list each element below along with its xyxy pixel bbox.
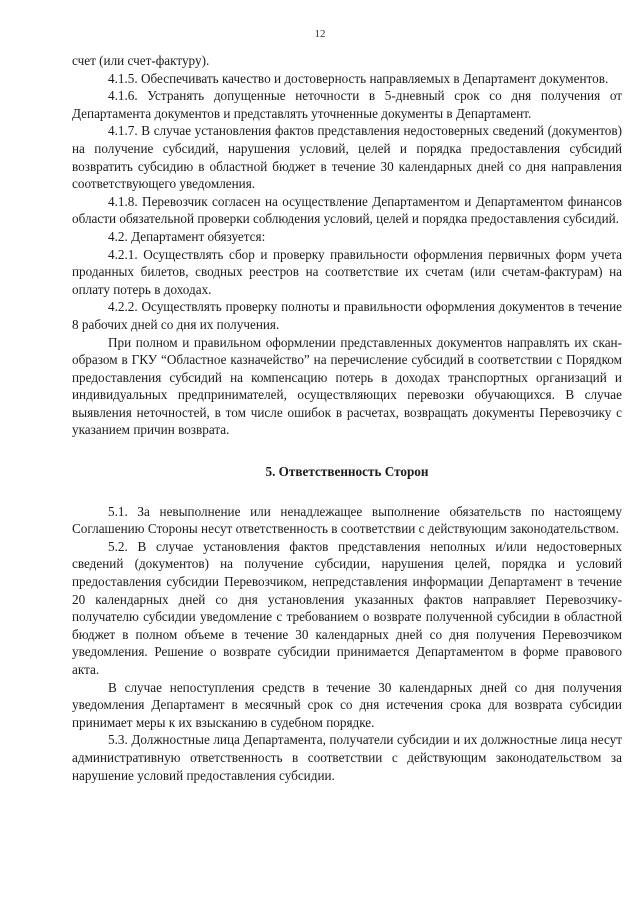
paragraph-4-2-2-continued: При полном и правильном оформлении представленных документов направлять их скан-образом в ГКУ “Областное казначейство” на перечисление субсидий в соответствии с Порядком предоставления субсидий на компенсацию потерь в доходах транспортных организаций и индивидуальных предпринимателей, осуществляющих перевозки обучающихся. В случае выявления неточностей, в том числе ошибок в расчетах, возвращать документы Перевозчику с указанием причин возврата. xyxy=(72,334,622,438)
paragraph-4-1-5: 4.1.5. Обеспечивать качество и достоверность направляемых в Департамент документов. xyxy=(108,70,609,86)
page-number: 12 xyxy=(314,28,326,40)
paragraph-4-1-4-end: счет (или счет-фактуру). xyxy=(72,53,210,68)
paragraph-5-1: 5.1. За невыполнение или ненадлежащее выполнение обязательств по настоящему Соглашению Стороны несут ответственность в соответствии с действующим законодательством. xyxy=(72,503,622,537)
paragraph-4-1-7: 4.1.7. В случае установления фактов представления недостоверных сведений (документов) на получение субсидий, нарушения условий, целей и порядка предоставления субсидий возвратить субсидию в областной бюджет в течение 30 календарных дней со дня направления соответствующего уведомления. xyxy=(72,123,622,192)
section-5-heading: 5. Ответственность Сторон xyxy=(265,464,429,480)
paragraph-4-2-2: 4.2.2. Осуществлять проверку полноты и правильности оформления документов в течение 8 рабочих дней со дня их получения. xyxy=(72,299,622,332)
paragraph-5-2: 5.2. В случае установления фактов представления неполных и/или недостоверных сведений (документов) на получение субсидии, нарушения целей, порядка и условий предоставления субсидии Перевозчиком, непредставления информации Департамент в течение 20 календарных дней со дня установления указанных фактов направляет Перевозчику-получателю субсидии уведомление с требованием о возврате полученной субсидии в областной бюджет в полном объеме в течение 30 календарных дней со дня получения Перевозчиком уведомления. Решение о возврате субсидии принимается Департаментом в форме правового акта. xyxy=(72,538,622,677)
paragraph-4-2: 4.2. Департамент обязуется: xyxy=(108,228,266,244)
paragraph-4-1-6: 4.1.6. Устранять допущенные неточности в 5-дневный срок со дня получения от Департамента документов и представлять уточненные документы в Департамент. xyxy=(72,88,622,121)
paragraph-4-1-8: 4.1.8. Перевозчик согласен на осуществление Департаментом и Департаментом финансов области обязательной проверки соблюдения условий, целей и порядка предоставления субсидий. xyxy=(72,193,622,227)
paragraph-5-3: 5.3. Должностные лица Департамента, получатели субсидии и их должностные лица несут административную ответственность в соответствии с действующим законодательством за нарушение условий предоставления субсидии. xyxy=(72,732,622,783)
paragraph-4-2-1: 4.2.1. Осуществлять сбор и проверку правильности оформления первичных форм учета проданных билетов, сводных реестров на соответствие их счетам (или счетам-фактурам) на оплату потерь в доходах. xyxy=(72,246,622,297)
paragraph-5-2-continued: В случае непоступления средств в течение 30 календарных дней со дня получения уведомления Департамент в месячный срок со дня истечения срока для возврата субсидии принимает меры к их взысканию в судебном порядке. xyxy=(72,679,622,730)
document-body xyxy=(72,52,622,784)
